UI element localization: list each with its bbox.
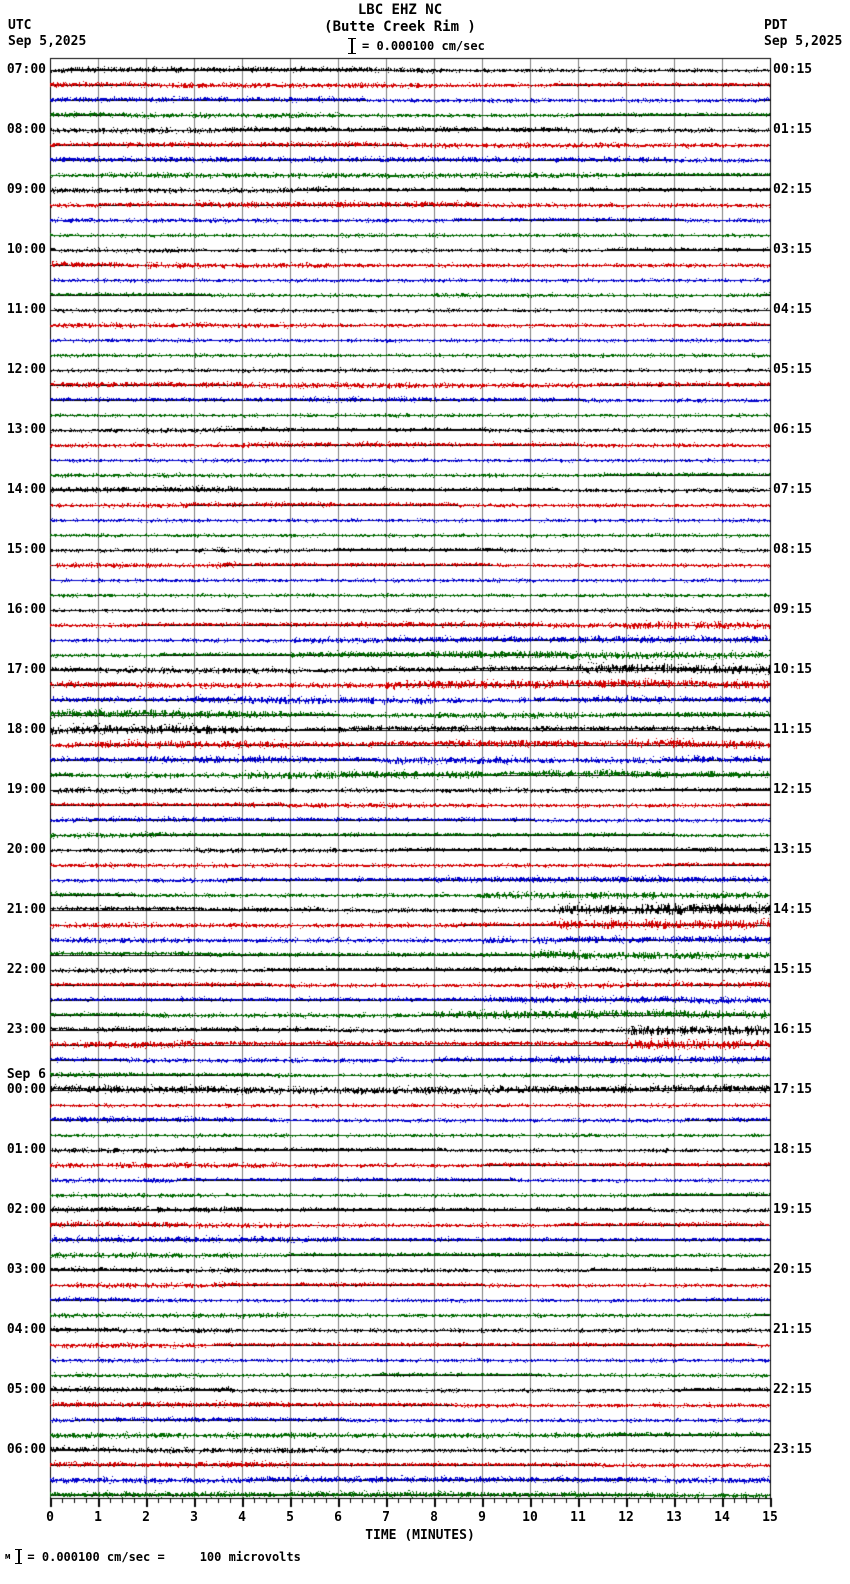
x-axis-tick-label: 2 bbox=[142, 1510, 150, 1525]
pdt-hour-label: 07:15 bbox=[773, 482, 813, 497]
footer-scale-bar-icon bbox=[15, 1549, 22, 1564]
x-axis-tick-label: 0 bbox=[46, 1510, 54, 1525]
pdt-hour-label: 05:15 bbox=[773, 362, 813, 377]
pdt-hour-label: 13:15 bbox=[773, 842, 813, 857]
pdt-hour-label: 06:15 bbox=[773, 422, 813, 437]
utc-hour-label: 03:00 bbox=[6, 1262, 46, 1277]
x-axis-tick-label: 8 bbox=[430, 1510, 438, 1525]
pdt-hour-label: 03:15 bbox=[773, 242, 813, 257]
x-axis-tick-label: 7 bbox=[382, 1510, 390, 1525]
footer-scale-text: = 0.000100 cm/sec = bbox=[27, 1549, 165, 1564]
x-axis-tick-label: 9 bbox=[478, 1510, 486, 1525]
pdt-hour-label: 04:15 bbox=[773, 302, 813, 317]
pdt-hour-label: 20:15 bbox=[773, 1262, 813, 1277]
pdt-hour-label: 17:15 bbox=[773, 1082, 813, 1097]
utc-hour-label: 07:00 bbox=[6, 62, 46, 77]
footer-microvolts: 100 microvolts bbox=[199, 1549, 301, 1564]
pdt-hour-label: 10:15 bbox=[773, 662, 813, 677]
utc-hour-label: 18:00 bbox=[6, 722, 46, 737]
utc-hour-label: 05:00 bbox=[6, 1382, 46, 1397]
date-right: Sep 5,2025 bbox=[764, 34, 843, 49]
pdt-hour-label: 12:15 bbox=[773, 782, 813, 797]
pdt-hour-label: 02:15 bbox=[773, 182, 813, 197]
utc-hour-label: 21:00 bbox=[6, 902, 46, 917]
pdt-hour-label: 15:15 bbox=[773, 962, 813, 977]
timezone-right: PDT bbox=[764, 18, 788, 33]
pdt-hour-label: 01:15 bbox=[773, 122, 813, 137]
scale-legend bbox=[348, 38, 485, 54]
pdt-hour-label: 09:15 bbox=[773, 602, 813, 617]
utc-hour-label: 04:00 bbox=[6, 1322, 46, 1337]
x-axis-tick-label: 1 bbox=[94, 1510, 102, 1525]
station-title: LBC EHZ NC bbox=[357, 2, 443, 18]
x-axis-tick-label: 13 bbox=[666, 1510, 682, 1525]
pdt-hour-label: 22:15 bbox=[773, 1382, 813, 1397]
x-axis-tick-label: 11 bbox=[570, 1510, 586, 1525]
utc-hour-label: 00:00 bbox=[6, 1082, 46, 1097]
pdt-hour-label: 16:15 bbox=[773, 1022, 813, 1037]
utc-hour-label: 19:00 bbox=[6, 782, 46, 797]
pdt-hour-label: 11:15 bbox=[773, 722, 813, 737]
x-axis-tick-label: 15 bbox=[762, 1510, 778, 1525]
footer-prefix: м bbox=[5, 1551, 11, 1562]
utc-hour-label: 08:00 bbox=[6, 122, 46, 137]
station-subtitle: (Butte Creek Rim ) bbox=[324, 19, 476, 35]
utc-hour-label: 13:00 bbox=[6, 422, 46, 437]
pdt-hour-label: 23:15 bbox=[773, 1442, 813, 1457]
pdt-hour-label: 08:15 bbox=[773, 542, 813, 557]
utc-hour-label: 10:00 bbox=[6, 242, 46, 257]
utc-hour-label: 12:00 bbox=[6, 362, 46, 377]
utc-hour-label: 22:00 bbox=[6, 962, 46, 977]
pdt-hour-label: 00:15 bbox=[773, 62, 813, 77]
utc-hour-label: 16:00 bbox=[6, 602, 46, 617]
pdt-hour-label: 19:15 bbox=[773, 1202, 813, 1217]
utc-hour-label: 06:00 bbox=[6, 1442, 46, 1457]
timezone-left: UTC bbox=[8, 18, 32, 33]
x-axis-tick-label: 12 bbox=[618, 1510, 634, 1525]
x-axis-tick-label: 3 bbox=[190, 1510, 198, 1525]
date-left: Sep 5,2025 bbox=[8, 34, 87, 49]
pdt-hour-label: 18:15 bbox=[773, 1142, 813, 1157]
utc-hour-label: 14:00 bbox=[6, 482, 46, 497]
date-rollover-label: Sep 6 bbox=[6, 1067, 46, 1082]
utc-hour-label: 15:00 bbox=[6, 542, 46, 557]
utc-hour-label: 20:00 bbox=[6, 842, 46, 857]
utc-hour-label: 23:00 bbox=[6, 1022, 46, 1037]
x-axis-tick-label: 14 bbox=[714, 1510, 730, 1525]
x-axis-tick-label: 6 bbox=[334, 1510, 342, 1525]
pdt-hour-label: 21:15 bbox=[773, 1322, 813, 1337]
scale-bar-icon bbox=[348, 38, 356, 54]
x-axis-tick-label: 5 bbox=[286, 1510, 294, 1525]
utc-hour-label: 02:00 bbox=[6, 1202, 46, 1217]
utc-hour-label: 11:00 bbox=[6, 302, 46, 317]
footer-scale-note bbox=[5, 1549, 301, 1564]
pdt-hour-label: 14:15 bbox=[773, 902, 813, 917]
utc-hour-label: 09:00 bbox=[6, 182, 46, 197]
x-axis-title: TIME (MINUTES) bbox=[365, 1528, 475, 1543]
scale-legend-text: = 0.000100 cm/sec bbox=[362, 39, 485, 53]
utc-hour-label: 17:00 bbox=[6, 662, 46, 677]
utc-hour-label: 01:00 bbox=[6, 1142, 46, 1157]
x-axis-tick-label: 4 bbox=[238, 1510, 246, 1525]
x-axis-tick-label: 10 bbox=[522, 1510, 538, 1525]
